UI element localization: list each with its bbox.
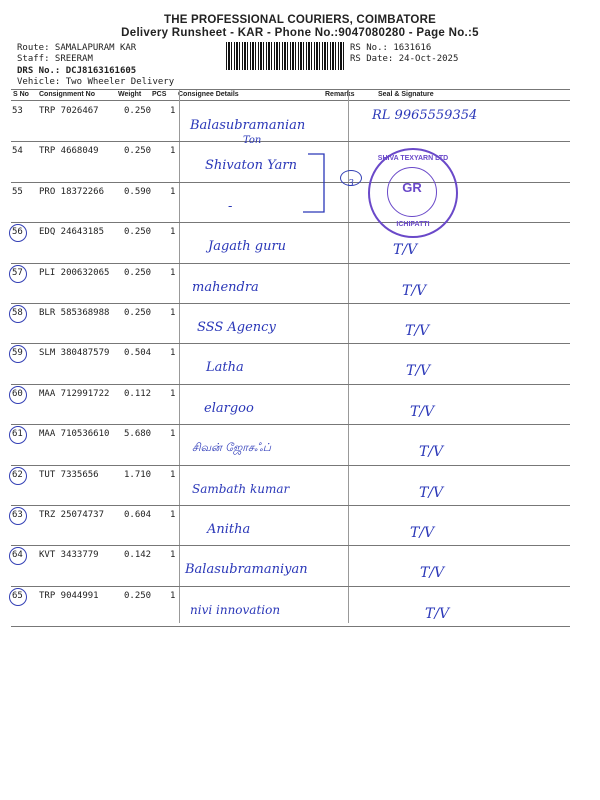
row-weight: 0.250: [124, 268, 152, 278]
row-divider: [11, 586, 570, 587]
row-pcs: 1: [170, 389, 176, 399]
row-signature: T/V: [393, 242, 418, 258]
row-pcs: 1: [170, 227, 176, 237]
row-weight: 0.250: [124, 591, 152, 601]
row-consignee-handwriting: Balasubramaniyan: [185, 562, 308, 577]
company-title: THE PROFESSIONAL COURIERS, COIMBATORE: [164, 14, 436, 26]
row-signature: T/V: [419, 444, 444, 460]
bracket-mark: [300, 150, 330, 215]
row-sno: 58: [12, 308, 23, 318]
row-divider: [11, 545, 570, 546]
row-consignment-no: PRO 18372266: [39, 187, 105, 197]
col-header-consignment: Consignment No: [39, 91, 95, 98]
vehicle-label: Vehicle: Two Wheeler Delivery: [17, 77, 175, 87]
col-header-weight: Weight: [118, 91, 142, 98]
row-divider: [11, 424, 570, 425]
row-consignee-handwriting: Sambath kumar: [192, 482, 290, 496]
row-consignment-no: TRP 4668049: [39, 146, 99, 156]
table-top-border: [11, 89, 570, 90]
row-divider: [11, 505, 570, 506]
row-consignment-no: TRZ 25074737: [39, 510, 105, 520]
row-signature: T/V: [402, 283, 427, 299]
col-header-seal-signature: Seal & Signature: [378, 91, 434, 98]
row-divider: [11, 303, 570, 304]
row-signature: T/V: [425, 606, 450, 622]
row-consignee-handwriting: சிவன் ஜோசஃப்: [192, 441, 271, 454]
row-consignment-no: PLI 200632065: [39, 268, 110, 278]
row-weight: 0.112: [124, 389, 152, 399]
bracket-count: 3: [348, 179, 354, 189]
row-divider: [11, 465, 570, 466]
row-consignment-no: BLR 585368988: [39, 308, 110, 318]
row-divider: [11, 343, 570, 344]
row-sno: 61: [12, 429, 23, 439]
consignee-column-divider: [179, 90, 180, 623]
rs-number: RS No.: 1631616: [350, 43, 432, 53]
col-header-pcs: PCS: [152, 91, 167, 98]
row-consignment-no: TRP 7026467: [39, 106, 99, 116]
company-seal-stamp: [368, 148, 458, 238]
row-consignment-no: KVT 3433779: [39, 550, 99, 560]
row-sno: 55: [12, 187, 23, 197]
row-consignment-no: MAA 712991722: [39, 389, 110, 399]
row-signature: T/V: [419, 485, 444, 501]
row-pcs: 1: [170, 308, 176, 318]
stamp-inner-ring: [387, 167, 437, 217]
row-signature: T/V: [406, 363, 431, 379]
row-sno: 62: [12, 470, 23, 480]
row-consignment-no: EDQ 24643185: [39, 227, 105, 237]
row-consignee-handwriting: Latha: [206, 360, 244, 375]
ton-note: Ton: [243, 135, 262, 146]
row-pcs: 1: [170, 470, 176, 480]
row-consignee-handwriting: Shivaton Yarn: [205, 158, 297, 173]
staff-label: Staff: SREERAM: [17, 54, 93, 64]
drs-number: DRS No.: DCJ8163161605: [17, 66, 137, 76]
row-consignee-handwriting: Balasubramanian: [190, 118, 306, 133]
row-pcs: 1: [170, 268, 176, 278]
row-signature: T/V: [420, 565, 445, 581]
row-weight: 0.250: [124, 308, 152, 318]
row-weight: 0.250: [124, 227, 152, 237]
row-sno: 64: [12, 550, 23, 560]
row-consignment-no: MAA 710536610: [39, 429, 110, 439]
row-weight: 0.142: [124, 550, 152, 560]
row-consignee-handwriting: mahendra: [192, 280, 259, 295]
row-sno: 59: [12, 348, 23, 358]
row-consignee-handwriting: elargoo: [204, 401, 254, 416]
row-weight: 0.250: [124, 106, 152, 116]
row-signature: T/V: [410, 404, 435, 420]
row-divider: [11, 384, 570, 385]
row-sno: 53: [12, 106, 23, 116]
row-consignee-handwriting: -: [228, 199, 233, 214]
row-consignee-handwriting: Anitha: [207, 522, 251, 537]
col-header-consignee: Consignee Details: [178, 91, 239, 98]
row-weight: 0.604: [124, 510, 152, 520]
row-consignment-no: TUT 7335656: [39, 470, 99, 480]
row-pcs: 1: [170, 187, 176, 197]
col-header-sno: S No: [13, 91, 29, 98]
row-pcs: 1: [170, 429, 176, 439]
row-weight: 5.680: [124, 429, 152, 439]
row-pcs: 1: [170, 550, 176, 560]
row-pcs: 1: [170, 146, 176, 156]
barcode: [226, 42, 344, 70]
row-consignee-handwriting: nivi innovation: [190, 603, 281, 617]
row-sno: 65: [12, 591, 23, 601]
row-pcs: 1: [170, 510, 176, 520]
row-signature: T/V: [410, 525, 435, 541]
row-sno: 56: [12, 227, 23, 237]
route-label: Route: SAMALAPURAM KAR: [17, 43, 137, 53]
runsheet-subtitle: Delivery Runsheet - KAR - Phone No.:9047080280 - Page No.:5: [121, 27, 479, 39]
row-weight: 0.590: [124, 187, 152, 197]
row-sno: 54: [12, 146, 23, 156]
row-divider: [11, 222, 570, 223]
rs-date: RS Date: 24-Oct-2025: [350, 54, 459, 64]
row-weight: 0.250: [124, 146, 152, 156]
row-signature: RL 9965559354: [372, 108, 478, 123]
row-pcs: 1: [170, 106, 176, 116]
row-pcs: 1: [170, 591, 176, 601]
row-consignment-no: TRP 9044991: [39, 591, 99, 601]
stamp-logo: GR: [402, 180, 422, 195]
row-divider: [11, 626, 570, 627]
stamp-top-text: SHIVA TEXYARN LTD: [377, 155, 449, 162]
row-sno: 60: [12, 389, 23, 399]
row-sno: 57: [12, 268, 23, 278]
count-circle: [340, 170, 362, 189]
col-header-remarks: Remarks: [325, 91, 355, 98]
row-divider: [11, 141, 570, 142]
row-signature: T/V: [405, 323, 430, 339]
row-sno: 63: [12, 510, 23, 520]
row-weight: 0.504: [124, 348, 152, 358]
header-bottom-border: [11, 100, 570, 101]
row-weight: 1.710: [124, 470, 152, 480]
row-consignee-handwriting: SSS Agency: [197, 320, 276, 335]
row-consignee-handwriting: Jagath guru: [208, 239, 287, 254]
row-divider: [11, 182, 570, 183]
row-pcs: 1: [170, 348, 176, 358]
stamp-bottom-text: ICHIPATTI: [396, 221, 430, 228]
row-consignment-no: SLM 380487579: [39, 348, 110, 358]
row-divider: [11, 263, 570, 264]
